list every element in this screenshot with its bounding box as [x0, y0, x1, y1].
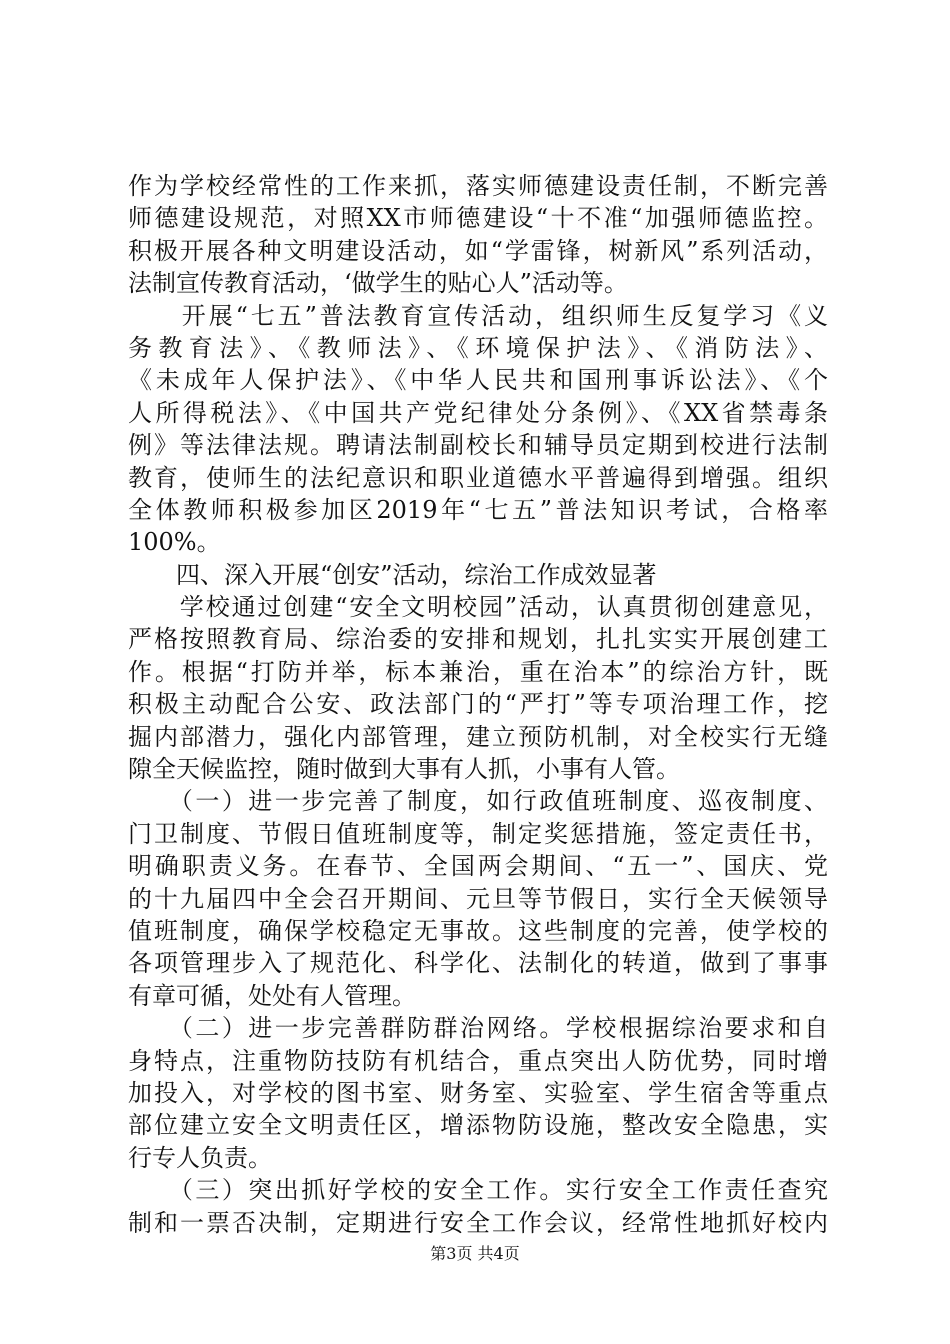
text-line: 门卫制度、节假日值班制度等，制定奖惩措施，签定责任书， — [128, 819, 828, 848]
text-line: 《未成年人保护法》、《中华人民共和国刑事诉讼法》、《个 — [128, 366, 828, 395]
text-line: （二）进一步完善群防群治网络。学校根据综治要求和自 — [128, 1014, 828, 1043]
text-line: 教育，使师生的法纪意识和职业道德水平普遍得到增强。组织 — [128, 463, 828, 492]
text-line: 法制宣传教育活动，‘做学生的贴心人”活动等。 — [128, 269, 628, 298]
text-line: 例》等法律法规。聘请法制副校长和辅导员定期到校进行法制 — [128, 431, 828, 460]
text-line: 值班制度，确保学校稳定无事故。这些制度的完善，使学校的 — [128, 916, 828, 945]
text-line: 师德建设规范，对照XX市师德建设“十不准“加强师德监控。 — [128, 204, 828, 233]
text-line: 制和一票否决制，定期进行安全工作会议，经常性地抓好校内 — [128, 1208, 828, 1237]
text-line: 部位建立安全文明责任区，增添物防设施，整改安全隐患，实 — [128, 1111, 828, 1140]
text-line: 作。根据“打防并举，标本兼治，重在治本”的综治方针，既 — [128, 657, 828, 686]
text-line: 隙全天候监控，随时做到大事有人抓，小事有人管。 — [128, 755, 680, 784]
text-line: 作为学校经常性的工作来抓，落实师德建设责任制，不断完善 — [128, 172, 828, 200]
page-footer: 第3页 共4页 — [430, 1244, 520, 1263]
text-line: 务教育法》、《教师法》、《环境保护法》、《消防法》、 — [128, 333, 828, 362]
text-line: 行专人负责。 — [128, 1143, 272, 1172]
text-line: 积极主动配合公安、政法部门的“严打”等专项治理工作，挖 — [128, 690, 828, 719]
text-line: 100%。 — [128, 528, 221, 557]
text-line: 的十九届四中全会召开期间、元旦等节假日，实行全天候领导 — [128, 884, 828, 913]
text-line: 明确职责义务。在春节、全国两会期间、“五一”、国庆、党 — [128, 852, 828, 881]
text-line: 人所得税法》、《中国共产党纪律处分条例》、《XX省禁毒条 — [128, 398, 828, 427]
text-line: 学校通过创建“安全文明校园”活动，认真贯彻创建意见， — [128, 593, 828, 622]
text-line: 开展“七五”普法教育宣传活动，组织师生反复学习《义 — [128, 301, 828, 330]
text-line: 加投入，对学校的图书室、财务室、实验室、学生宿舍等重点 — [128, 1078, 828, 1107]
document-body — [128, 170, 828, 1239]
text-line: 积极开展各种文明建设活动，如“学雷锋，树新风”系列活动， — [128, 236, 828, 265]
text-line: （一）进一步完善了制度，如行政值班制度、巡夜制度、 — [128, 787, 828, 816]
text-line: 掘内部潜力，强化内部管理，建立预防机制，对全校实行无缝 — [128, 722, 828, 751]
text-line: 有章可循，处处有人管理。 — [128, 981, 416, 1010]
text-line: 身特点，注重物防技防有机结合，重点突出人防优势，同时增 — [128, 1046, 828, 1075]
text-line: 四、深入开展“创安”活动，综治工作成效显著 — [128, 560, 657, 589]
text-line: （三）突出抓好学校的安全工作。实行安全工作责任查究 — [128, 1176, 828, 1205]
text-line: 各项管理步入了规范化、科学化、法制化的转道，做到了事事 — [128, 949, 828, 978]
text-line: 全体教师积极参加区2019年“七五”普法知识考试，合格率 — [128, 495, 828, 524]
text-line: 严格按照教育局、综治委的安排和规划，扎扎实实开展创建工 — [128, 625, 828, 654]
